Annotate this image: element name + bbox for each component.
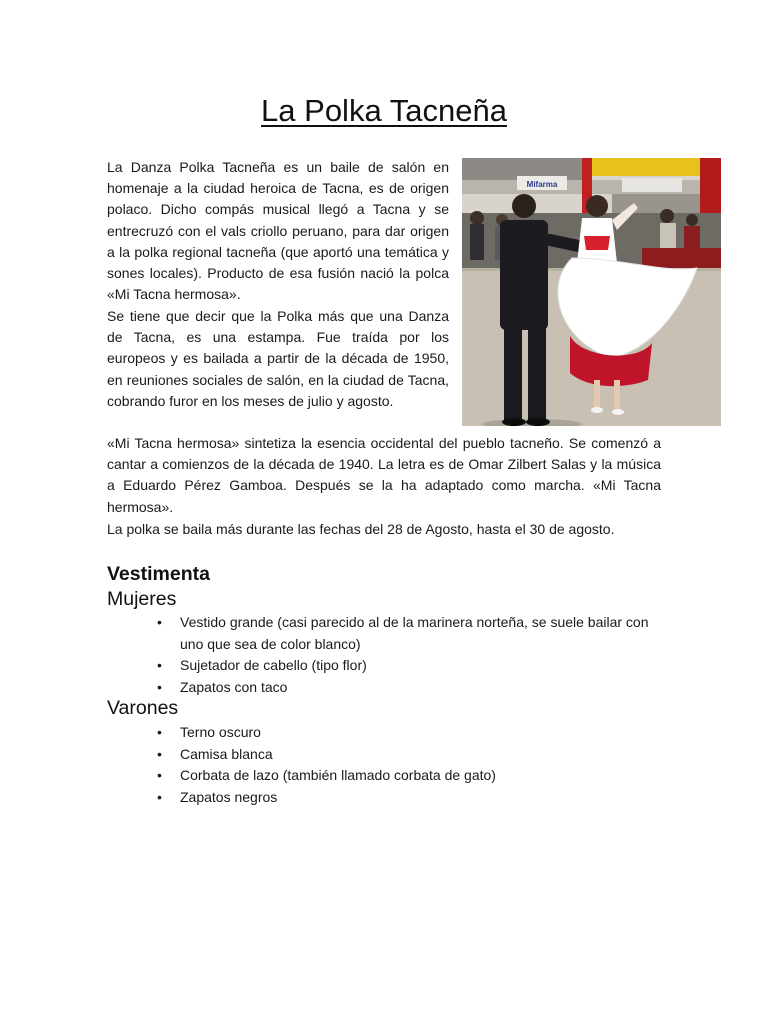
list-item: • Corbata de lazo (también llamado corbata de gato) <box>107 765 667 787</box>
list-item: • Zapatos con taco <box>107 677 667 699</box>
photo-sign-text: Mifarma <box>526 180 558 189</box>
list-item: • Sujetador de cabello (tipo flor) <box>107 655 667 677</box>
women-clothing-list <box>107 612 667 698</box>
body-paragraph-2: La polka se baila más durante las fechas del 28 de Agosto, hasta el 30 de agosto. <box>107 521 615 537</box>
subheading-mujeres: Mujeres <box>107 588 177 610</box>
dancers-photo <box>462 158 721 426</box>
document-title: La Polka Tacneña <box>261 93 507 128</box>
intro-paragraph-1: La Danza Polka Tacneña es un baile de salón en homenaje a la ciudad heroica de Tacna, es de origen polaco. Dicho compás musical llegó a Tacna y se entrecruzó con el vals criollo peruano, para dar origen a la polka regional tacneña (que aportó una temática y sones locales). Producto de esa fusión nació la polca «Mi Tacna hermosa». <box>107 159 449 303</box>
list-item: • Zapatos negros <box>107 787 667 809</box>
list-item: • Vestido grande (casi parecido al de la marinera norteña, se suele bailar con uno que sea de color blanco) <box>107 612 667 655</box>
list-item: • Camisa blanca <box>107 744 667 766</box>
subheading-varones: Varones <box>107 697 179 719</box>
list-item: • Terno oscuro <box>107 722 667 744</box>
section-heading-vestimenta: Vestimenta <box>107 563 210 585</box>
men-clothing-list <box>107 722 667 808</box>
body-paragraph-1: «Mi Tacna hermosa» sintetiza la esencia occidental del pueblo tacneño. Se comenzó a cantar a comienzos de la década de 1940. La letra es de Omar Zilbert Salas y la música a Eduardo Pérez Gamboa. Después se la ha adaptado como marcha. «Mi Tacna hermosa». <box>107 435 661 515</box>
intro-paragraph-2: Se tiene que decir que la Polka más que una Danza de Tacna, es una estampa. Fue traída por los europeos y es bailada a partir de la década de 1950, en reuniones sociales de salón, en la ciudad de Tacna, cobrando furor en los meses de julio y agosto. <box>107 308 449 409</box>
